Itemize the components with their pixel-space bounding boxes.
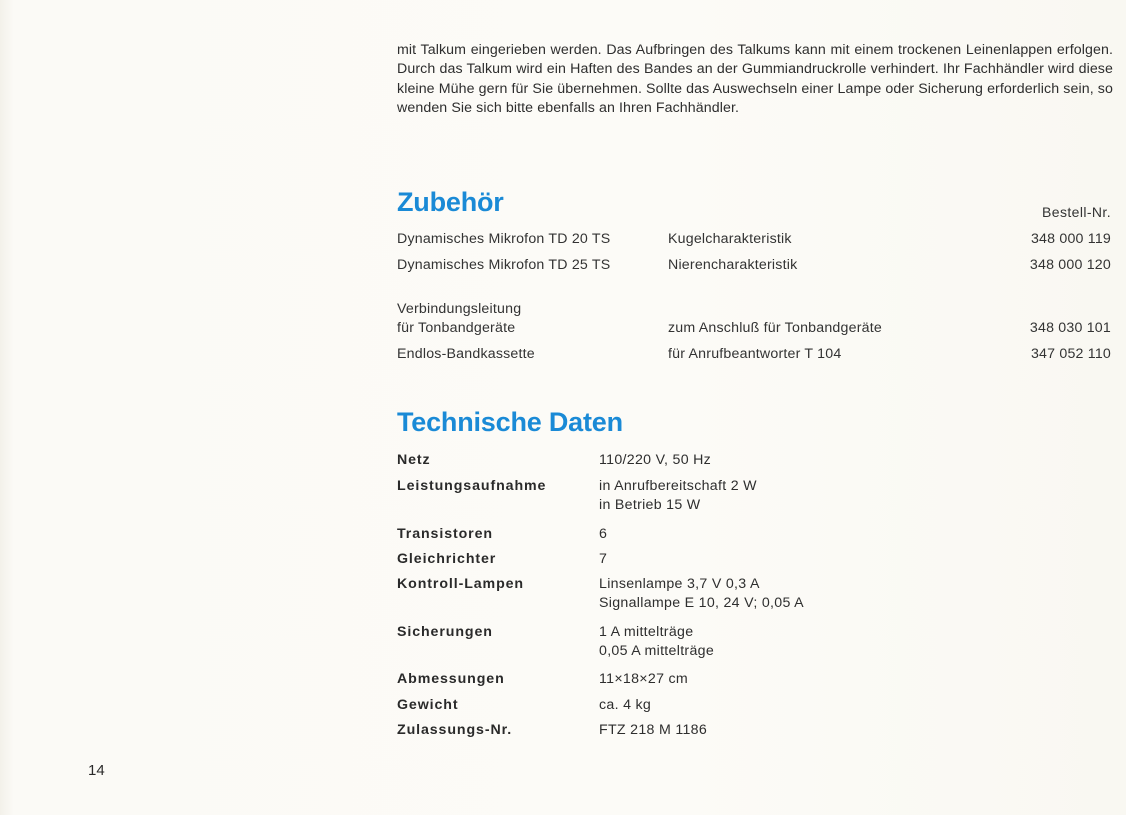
tech-spec-value-line: 1 A mittelträge <box>599 624 694 640</box>
tech-spec-value-line: Linsenlampe 3,7 V 0,3 A <box>599 576 760 592</box>
tech-spec-value <box>599 550 607 569</box>
tech-spec-value-line: 6 <box>599 526 608 542</box>
tech-spec-label: Gleichrichter <box>397 551 497 567</box>
tech-spec-label: Abmessungen <box>397 671 505 687</box>
accessory-name-line: für Tonbandgeräte <box>397 320 516 336</box>
tech-spec-value-line: ca. 4 kg <box>599 697 652 713</box>
accessory-description: zum Anschluß für Tonbandgeräte <box>668 320 882 336</box>
tech-spec-value <box>599 575 804 613</box>
accessory-name: Dynamisches Mikrofon TD 25 TS <box>397 257 611 273</box>
tech-spec-value <box>599 721 707 740</box>
tech-spec-value-line: in Betrieb 15 W <box>599 497 701 513</box>
order-number-header: Bestell-Nr. <box>1042 204 1111 220</box>
tech-spec-label: Leistungsaufnahme <box>397 478 547 494</box>
tech-spec-value-line: 7 <box>599 551 608 567</box>
tech-spec-label: Netz <box>397 452 431 468</box>
accessory-name: Endlos-Bandkassette <box>397 346 535 362</box>
tech-spec-value <box>599 477 757 515</box>
tech-spec-value <box>599 670 688 689</box>
accessory-name: Dynamisches Mikrofon TD 20 TS <box>397 231 611 247</box>
tech-spec-value <box>599 525 607 544</box>
accessory-name-line: Verbindungsleitung <box>397 301 522 317</box>
tech-spec-value <box>599 451 711 470</box>
tech-spec-label: Sicherungen <box>397 624 493 640</box>
tech-spec-value <box>599 696 651 715</box>
tech-spec-label: Transistoren <box>397 526 493 542</box>
tech-spec-value-line: 110/220 V, 50 Hz <box>599 452 712 468</box>
tech-spec-value-line: Signallampe E 10, 24 V; 0,05 A <box>599 595 804 611</box>
tech-spec-value-line: FTZ 218 M 1186 <box>599 722 708 738</box>
accessory-order-number: 348 000 120 <box>1029 257 1111 273</box>
technical-data-heading: Technische Daten <box>397 407 623 437</box>
tech-spec-value-line: 0,05 A mittelträge <box>599 643 715 659</box>
accessory-order-number: 347 052 110 <box>1030 346 1111 362</box>
accessory-description: Kugelcharakteristik <box>668 231 792 247</box>
accessory-order-number: 348 000 119 <box>1030 231 1111 247</box>
intro-text <box>397 41 1113 119</box>
intro-paragraph: mit Talkum eingerieben werden. Das Aufbringen des Talkums kann mit einem trockenen Leinenlappen erfolgen. Durch das Talkum wird ein Haften des Bandes an der Gummiandruckrolle verhindert. Ihr Fachhändler wird diese kleine Mühe gern für Sie übernehmen. Sollte das Auswechseln einer Lampe oder Sicherung erforderlich sein, so wenden Sie sich bitte ebenfalls an Ihren Fachhändler. <box>397 42 1113 117</box>
tech-spec-value <box>599 623 714 661</box>
tech-spec-value-line: in Anrufbereitschaft 2 W <box>599 478 757 494</box>
accessory-name <box>397 300 667 338</box>
tech-spec-value-line: 11×18×27 cm <box>599 671 689 687</box>
tech-spec-label: Gewicht <box>397 697 459 713</box>
tech-spec-label: Zulassungs-Nr. <box>397 722 513 738</box>
accessory-order-number: 348 030 101 <box>1029 320 1111 336</box>
page-number: 14 <box>88 762 105 779</box>
accessory-description: Nierencharakteristik <box>668 257 798 273</box>
tech-spec-label: Kontroll-Lampen <box>397 576 524 592</box>
accessories-heading: Zubehör <box>397 187 504 217</box>
accessory-description: für Anrufbeantworter T 104 <box>668 346 842 362</box>
